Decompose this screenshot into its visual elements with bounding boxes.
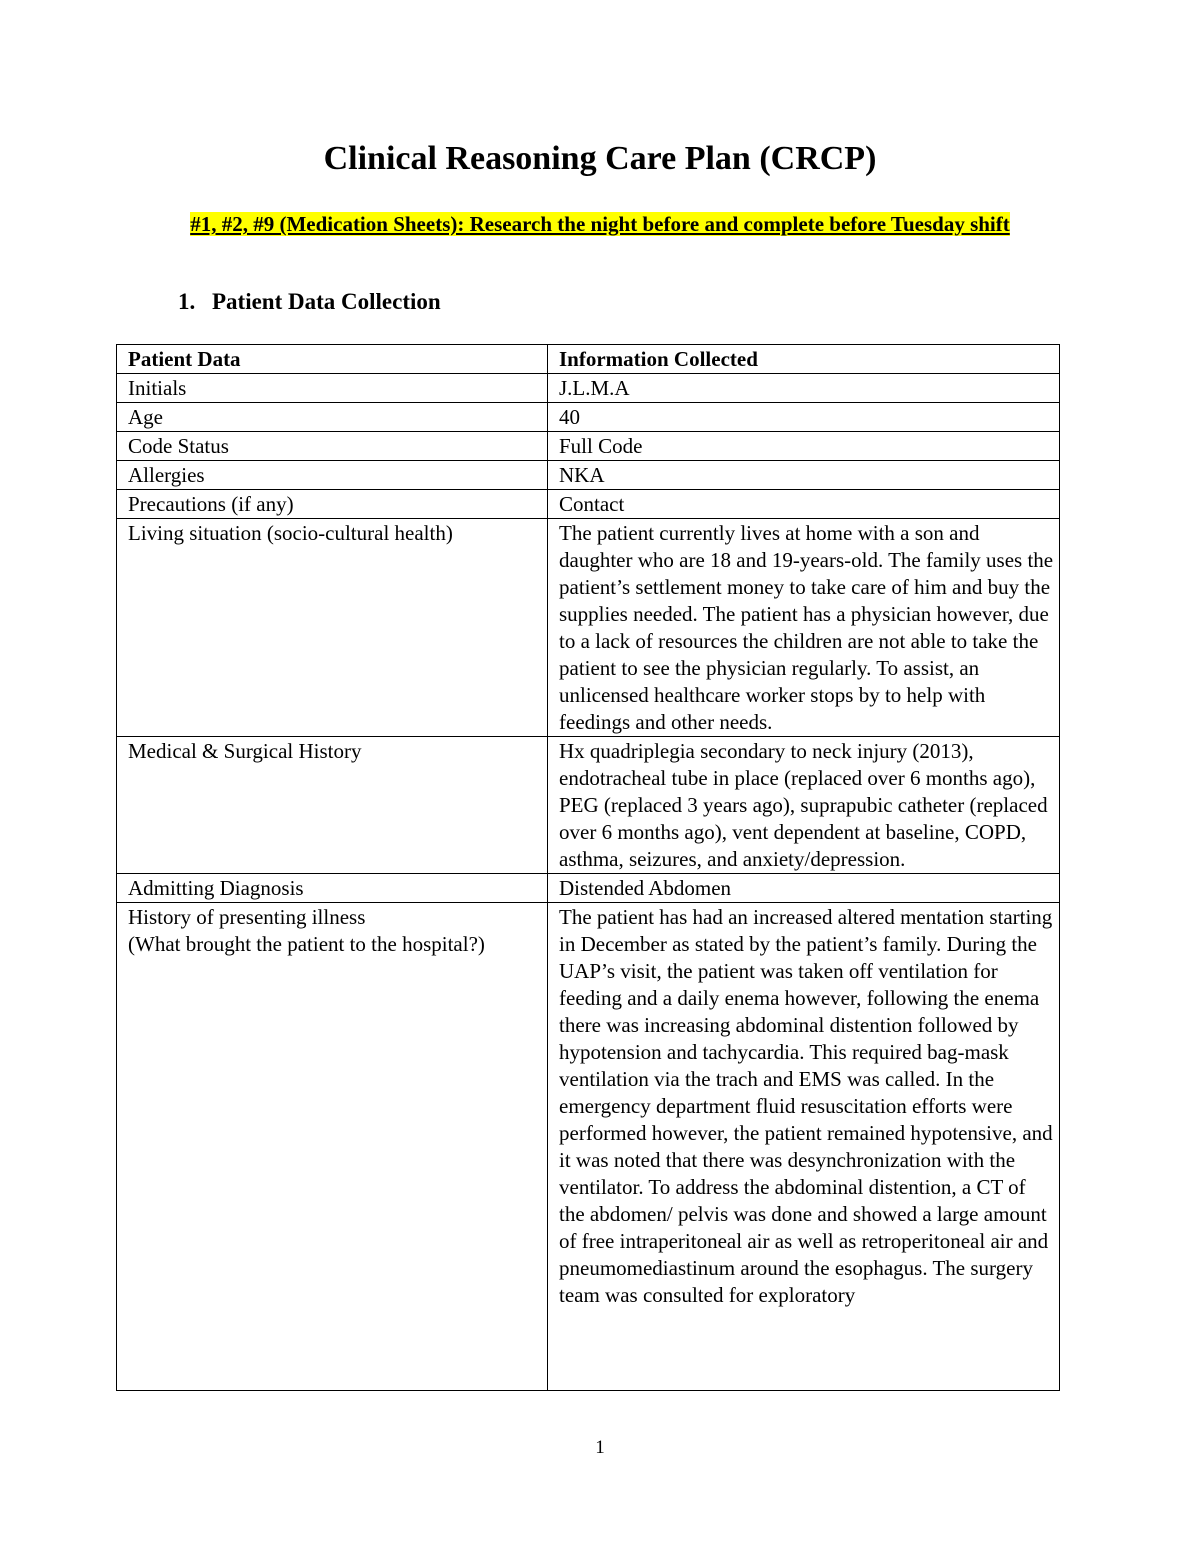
table-header-row <box>117 345 1060 374</box>
patient-data-table <box>116 344 1060 1391</box>
row-label <box>117 903 548 1391</box>
table-row <box>117 874 1060 903</box>
row-value: NKA <box>548 461 1060 490</box>
section-heading <box>178 289 441 315</box>
row-label: Code Status <box>117 432 548 461</box>
table-row <box>117 903 1060 1391</box>
row-value: Full Code <box>548 432 1060 461</box>
row-label: Living situation (socio-cultural health) <box>117 519 548 737</box>
table-row <box>117 490 1060 519</box>
page-title: Clinical Reasoning Care Plan (CRCP) <box>323 140 877 177</box>
table-row <box>117 519 1060 737</box>
table-row <box>117 737 1060 874</box>
table-row <box>117 403 1060 432</box>
row-value: Hx quadriplegia secondary to neck injury (2013), endotracheal tube in place (replaced over 6 months ago), PEG (replaced 3 years ago), suprapubic catheter (replaced over 6 months ago), vent dependent at baseline, COPD, asthma, seizures, and anxiety/depression. <box>548 737 1060 874</box>
row-value: J.L.M.A <box>548 374 1060 403</box>
highlighted-instruction: #1, #2, #9 (Medication Sheets): Research the night before and complete before Tuesday shift <box>190 212 1010 236</box>
column-header-patient-data: Patient Data <box>117 345 548 374</box>
section-number: 1. <box>178 289 196 314</box>
row-label: Age <box>117 403 548 432</box>
row-label-subline: (What brought the patient to the hospital?) <box>128 932 485 956</box>
row-label: Medical & Surgical History <box>117 737 548 874</box>
row-value <box>548 903 1060 1391</box>
row-value: The patient currently lives at home with a son and daughter who are 18 and 19-years-old. The family uses the patient’s settlement money to take care of him and buy the supplies needed. The patient has a physician however, due to a lack of resources the children are not able to take the patient to see the physician regularly. To assist, an unlicensed healthcare worker stops by to help with feedings and other needs. <box>548 519 1060 737</box>
row-label: Precautions (if any) <box>117 490 548 519</box>
row-value: Contact <box>548 490 1060 519</box>
row-value: Distended Abdomen <box>548 874 1060 903</box>
row-label: Admitting Diagnosis <box>117 874 548 903</box>
table-row <box>117 374 1060 403</box>
column-header-information-collected: Information Collected <box>548 345 1060 374</box>
table-row <box>117 461 1060 490</box>
row-label: Initials <box>117 374 548 403</box>
instruction-note <box>160 210 1040 238</box>
page-number: 1 <box>595 1437 605 1458</box>
row-label: Allergies <box>117 461 548 490</box>
section-title: Patient Data Collection <box>212 289 441 314</box>
row-value-text: The patient has had an increased altered mentation starting in December as stated by the patient’s family. During the UAP’s visit, the patient was taken off ventilation for feeding and a daily enema however, following the enema there was increasing abdominal distention followed by hypotension and tachycardia. This required bag-mask ventilation via the trach and EMS was called. In the emergency department fluid resuscitation efforts were performed however, the patient remained hypotensive, and it was noted that there was desynchronization with the ventilator. To address the abdominal distention, a CT of the abdomen/ pelvis was done and showed a large amount of free intraperitoneal air as well as retroperitoneal air and pneumomediastinum around the esophagus. The surgery team was consulted for exploratory <box>559 905 1053 1307</box>
table-row <box>117 432 1060 461</box>
row-value: 40 <box>548 403 1060 432</box>
row-label-line: History of presenting illness <box>128 905 366 929</box>
